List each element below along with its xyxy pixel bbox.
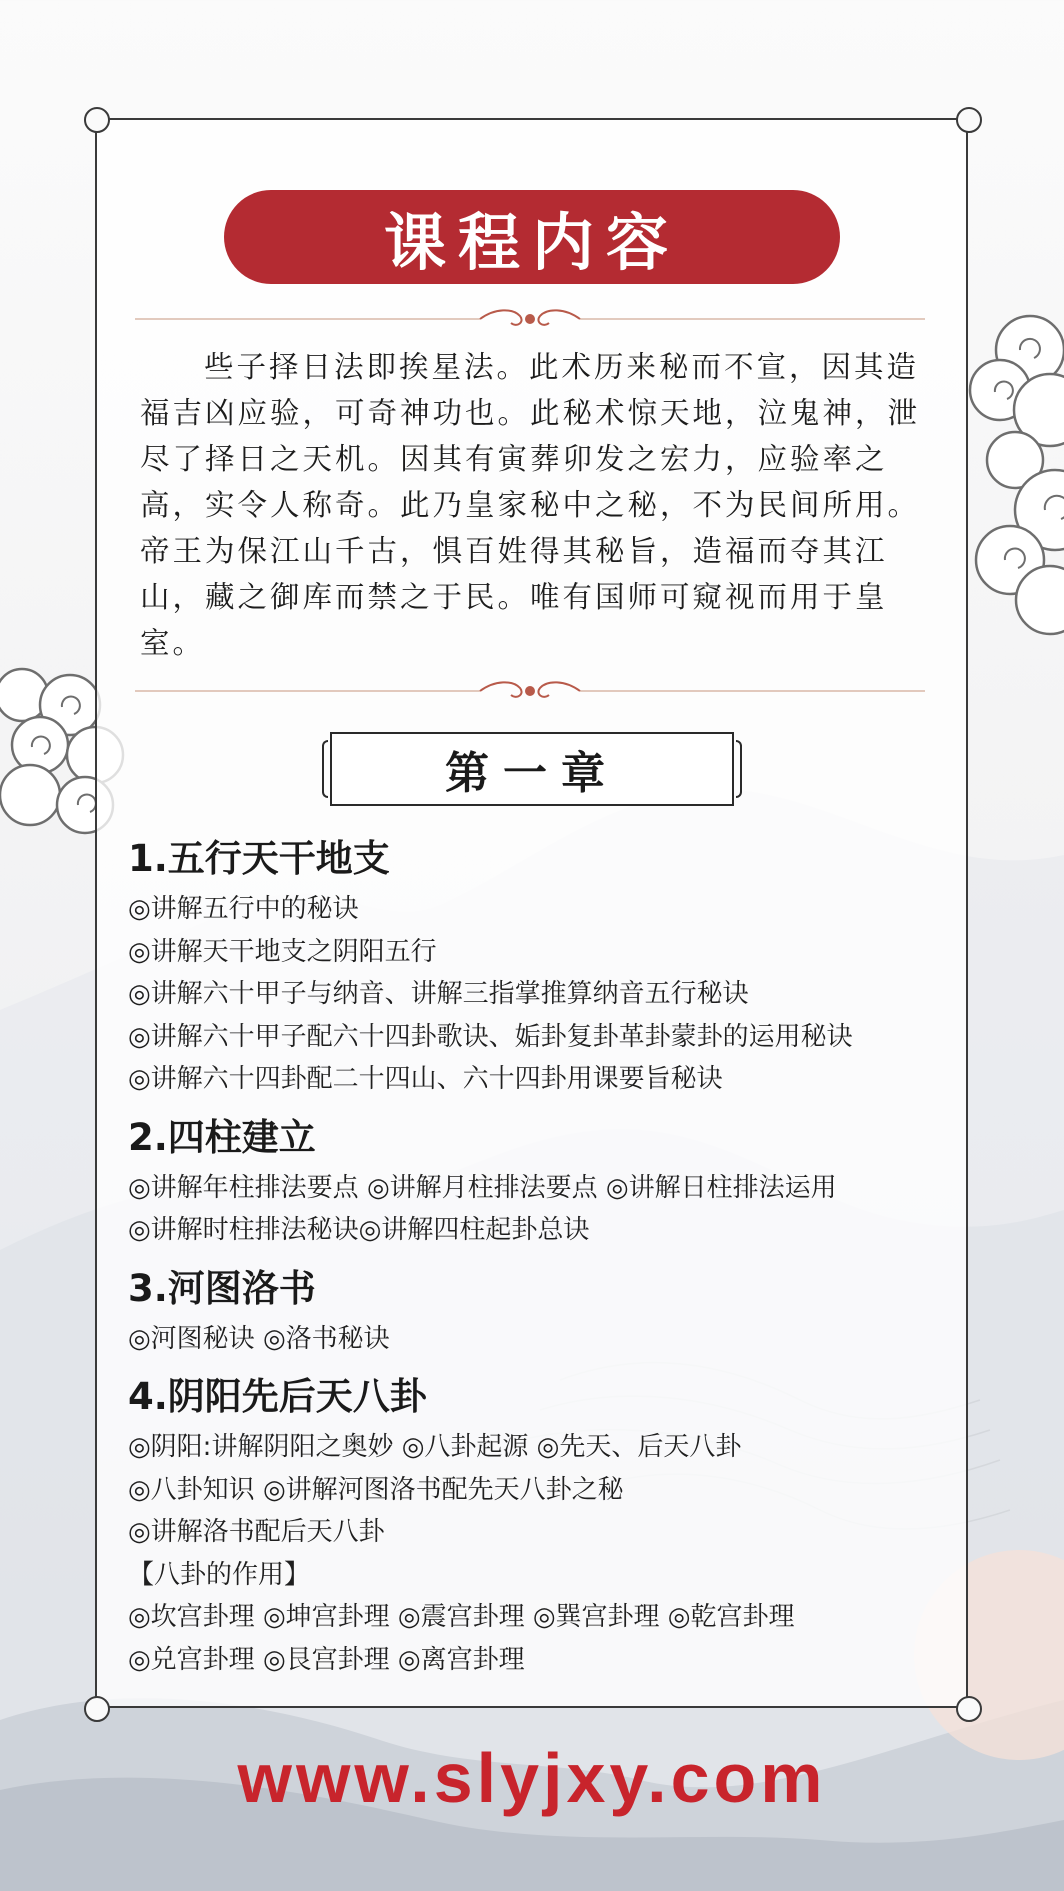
- intro-paragraph: 些子择日法即挨星法。此术历来秘而不宣，因其造福吉凶应验，可奇神功也。此秘术惊天地，泣鬼神，泄尽了择日之天机。因其有寅葬卯发之宏力，应验率之高，实令人称奇。此乃皇家秘中之秘，不为民间所用。帝王为保江山千古，惧百姓得其秘旨，造福而夺其江山，藏之御库而禁之于民。唯有国师可窥视而用于皇室。: [140, 350, 921, 660]
- frame-corner-ornament: [84, 107, 110, 133]
- section-title: 2.四柱建立: [128, 1115, 316, 1159]
- cloud-ornament-right-icon: [960, 310, 1064, 640]
- chapter-heading-box: [330, 732, 734, 806]
- frame-corner-ornament: [956, 1696, 982, 1722]
- list-item: ◎讲解五行中的秘诀: [128, 894, 359, 924]
- list-item: 【八卦的作用】: [128, 1559, 311, 1590]
- frame-corner-ornament: [956, 107, 982, 133]
- title-banner: [224, 190, 840, 284]
- section-2: [128, 1113, 958, 1252]
- section-3: [128, 1264, 958, 1361]
- list-item: ◎河图秘诀 ◎洛书秘诀: [128, 1323, 390, 1354]
- list-item: ◎讲解时柱排法秘诀◎讲解四柱起卦总诀: [128, 1215, 590, 1245]
- section-1: [128, 834, 958, 1101]
- chapter-title: 第一章: [445, 748, 619, 799]
- divider-ornament-icon: [135, 304, 925, 334]
- frame-corner-ornament: [84, 1696, 110, 1722]
- divider-ornament-icon: [135, 676, 925, 706]
- list-item: ◎阴阳:讲解阴阳之奥妙 ◎八卦起源 ◎先天、后天八卦: [128, 1432, 742, 1462]
- website-url: www.slyjxy.com: [237, 1739, 827, 1817]
- list-item: ◎坎宫卦理 ◎坤宫卦理 ◎震宫卦理 ◎巽宫卦理 ◎乾宫卦理: [128, 1602, 795, 1632]
- list-item: ◎八卦知识 ◎讲解河图洛书配先天八卦之秘: [128, 1474, 624, 1505]
- list-item: ◎讲解天干地支之阴阳五行: [128, 936, 437, 967]
- list-item: ◎讲解六十四卦配二十四山、六十四卦用课要旨秘诀: [128, 1064, 723, 1094]
- section-4: [128, 1372, 958, 1681]
- list-item: ◎讲解六十甲子与纳音、讲解三指掌推算纳音五行秘诀: [128, 979, 749, 1009]
- page-title: 课程内容: [383, 205, 680, 279]
- course-outline: [128, 834, 958, 1693]
- section-title: 1.五行天干地支: [128, 837, 390, 880]
- section-title: 4.阴阳先后天八卦: [128, 1375, 427, 1418]
- section-title: 3.河图洛书: [128, 1266, 316, 1310]
- list-item: ◎讲解年柱排法要点 ◎讲解月柱排法要点 ◎讲解日柱排法运用: [128, 1172, 837, 1203]
- list-item: ◎兑宫卦理 ◎艮宫卦理 ◎离宫卦理: [128, 1644, 525, 1675]
- list-item: ◎讲解洛书配后天八卦: [128, 1517, 385, 1547]
- list-item: ◎讲解六十甲子配六十四卦歌诀、姤卦复卦革卦蒙卦的运用秘诀: [128, 1021, 853, 1052]
